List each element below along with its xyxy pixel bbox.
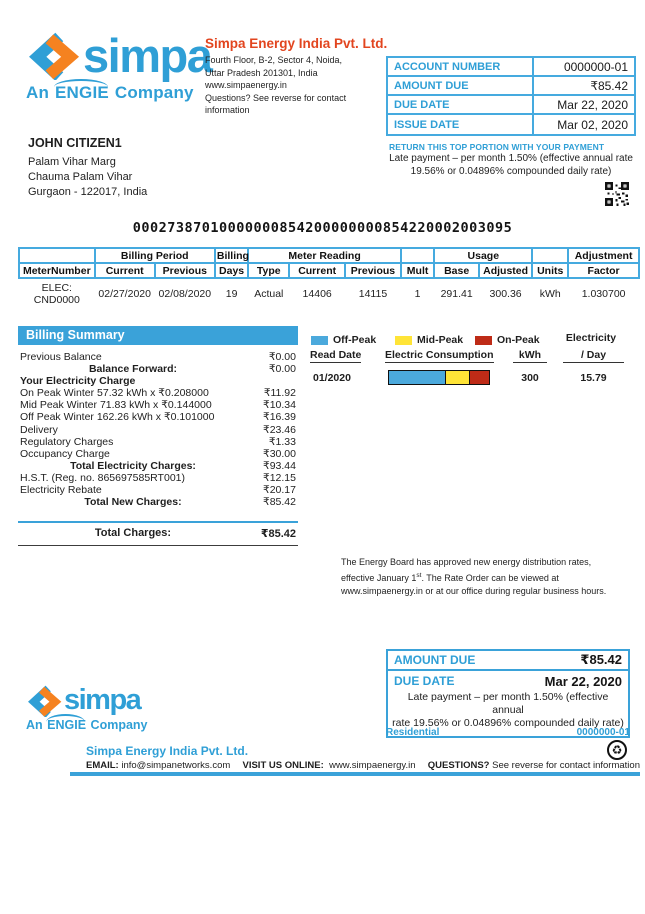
footer-email-address[interactable]: info@simpanetworks.com (121, 760, 231, 771)
bs-row-mid-peak: Mid Peak Winter 71.83 kWh x ₹0.144000 ₹10.34 (20, 399, 296, 412)
issue-date-label: ISSUE DATE (388, 115, 534, 134)
col-period-previous: Previous (155, 263, 215, 278)
per-day-header: / Day (563, 349, 624, 363)
company-address-2: Uttar Pradesh 201301, India (205, 67, 318, 78)
engie-tagline: An ENGIE Company (26, 83, 194, 102)
footer-visit: VISIT US ONLINE: www.simpaenergy.in (242, 760, 416, 771)
amount-due-label: AMOUNT DUE (388, 77, 534, 94)
meter-table-data-row: ELEC: CND0000 02/27/2020 02/08/2020 19 Actual 14406 14115 1 291.41 300.36 kWh 1.030700 (33, 282, 626, 306)
col-factor: Factor (568, 263, 639, 278)
bs-row-total-electricity: Total Electricity Charges: ₹93.44 (70, 459, 296, 472)
company-questions: Questions? See reverse for contact information (205, 92, 347, 115)
notice-website: www.simpaenergy.in or at our office during regular business hours. (341, 586, 607, 596)
bar-mid-peak (445, 371, 470, 384)
kwh-header: kWh (513, 349, 547, 363)
recycle-icon: ♻ (607, 740, 627, 760)
simpa-logo (26, 30, 211, 103)
stub-due-date-value: Mar 22, 2020 (544, 673, 622, 689)
bs-row-occupancy: Occupancy Charge ₹30.00 (20, 447, 296, 460)
payment-stub-box (386, 649, 630, 738)
col-meter-number: MeterNumber (19, 263, 95, 278)
mid-peak-swatch (395, 336, 412, 345)
legend-off-peak: Off-Peak (311, 334, 376, 346)
billing-summary (18, 326, 298, 546)
bs-row-regulatory: Regulatory Charges ₹1.33 (20, 435, 296, 448)
rate-notice: The Energy Board has approved new energy distribution rates, effective January 1st. The Rate Order can be viewed at www.simpaenergy.in or at our office during regular business hours. (341, 556, 645, 598)
col-period-current: Current (95, 263, 155, 278)
account-number-row (388, 58, 634, 77)
footer-divider-bar (70, 772, 640, 776)
stub-amount-due-row (388, 651, 628, 671)
bar-on-peak (469, 371, 489, 384)
company-info (205, 36, 390, 117)
logo-wordmark-small: simpa (64, 684, 141, 716)
customer-address-1: Palam Vihar Marg (28, 156, 116, 168)
footer-email: EMAIL: info@simpanetworks.com (86, 760, 231, 771)
stub-late-payment-note: Late payment – per month 1.50% (effective annual rate 19.56% or 0.04896% compounded daily rate) (392, 691, 624, 729)
amount-due-value: ₹85.42 (590, 78, 628, 93)
bs-row-rebate: Electricity Rebate ₹20.17 (20, 484, 296, 497)
billing-summary-title: Billing Summary (18, 326, 298, 345)
bs-row-total-new-charges: Total New Charges: ₹85.42 (84, 496, 296, 509)
footer-contact-row (86, 760, 640, 771)
electric-consumption-header: Electric Consumption (385, 349, 494, 361)
rate-category: Residential (386, 727, 440, 738)
due-date-label: DUE DATE (388, 96, 534, 113)
qr-code (605, 182, 629, 211)
due-date-value: Mar 22, 2020 (557, 97, 628, 112)
read-date-value: 01/2020 (313, 372, 351, 384)
meter-table-column-header-row (19, 263, 639, 278)
bs-row-your-electricity-charge: Your Electricity Charge (20, 375, 136, 388)
company-address-1: Fourth Floor, B-2, Sector 4, Noida, (205, 55, 343, 65)
bs-row-delivery: Delivery ₹23.46 (20, 423, 296, 436)
blank-header (19, 248, 95, 263)
electricity-header: Electricity (565, 332, 617, 344)
consumption-section (305, 331, 640, 391)
off-peak-swatch (311, 336, 328, 345)
account-summary-table (386, 56, 636, 136)
ocr-payment-number: 00027387010000000854200000000854220002003095 (132, 220, 513, 236)
bs-row-balance-forward: Balance Forward: ₹0.00 (88, 363, 296, 376)
category-account-row (386, 727, 630, 738)
issue-date-value: Mar 02, 2020 (557, 117, 628, 132)
bar-off-peak (389, 371, 445, 384)
per-day-value: 15.79 (580, 372, 607, 384)
col-adjusted: Adjusted (479, 263, 532, 278)
bs-row-off-peak: Off Peak Winter 162.26 kWh x ₹0.101000 ₹16.39 (20, 411, 296, 424)
col-days: Days (215, 263, 248, 278)
usage-group-header: Usage (434, 248, 532, 263)
col-mult: Mult (401, 263, 434, 278)
blank-header (401, 248, 434, 263)
billing-group-header: Billing (216, 249, 249, 262)
consumption-bar-chart (388, 370, 490, 385)
engie-tagline-small: An ENGIE Company (26, 718, 148, 732)
col-type: Type (248, 263, 289, 278)
stub-due-date-row (388, 671, 628, 691)
footer-questions: QUESTIONS? See reverse for contact information (427, 760, 640, 771)
footer-company-name: Simpa Energy India Pvt. Ltd. (86, 744, 249, 758)
col-reading-previous: Previous (345, 263, 401, 278)
due-date-row (388, 96, 634, 115)
read-date-header: Read Date (310, 349, 362, 361)
blank-header (532, 248, 568, 263)
company-website-link[interactable]: www.simpaenergy.in (205, 80, 287, 90)
engie-word: ENGIE (55, 83, 109, 102)
stub-due-date-label: DUE DATE (394, 674, 455, 688)
return-portion-note: RETURN THIS TOP PORTION WITH YOUR PAYMENT (389, 142, 605, 152)
col-reading-current: Current (289, 263, 345, 278)
billing-period-group-header: Billing Period (95, 248, 215, 263)
meter-reading-group-header: Meter Reading (248, 248, 401, 263)
bs-row-on-peak: On Peak Winter 57.32 kWh x ₹0.208000 ₹11.92 (20, 387, 296, 400)
customer-address-block (28, 136, 147, 200)
meter-reading-table (18, 247, 640, 306)
meter-table-group-header-row (19, 248, 639, 263)
legend-mid-peak: Mid-Peak (395, 334, 463, 346)
account-number-value: 0000000-01 (563, 59, 628, 74)
customer-address-2: Chauma Palam Vihar (28, 171, 133, 183)
footer-website-link[interactable]: www.simpaenergy.in (329, 760, 416, 771)
issue-date-row (388, 115, 634, 134)
stub-amount-due-value: ₹85.42 (580, 652, 622, 667)
stub-account-number: 0000000-01 (576, 727, 630, 738)
simpa-logo-footer (26, 684, 148, 732)
customer-name: JOHN CITIZEN1 (28, 136, 122, 150)
bs-row-hst: H.S.T. (Reg. no. 865697585RT001) ₹12.15 (20, 471, 296, 484)
simpa-logo-icon-small (26, 684, 62, 717)
company-title: Simpa Energy India Pvt. Ltd. (205, 36, 388, 51)
total-charges-value: ₹85.42 (260, 528, 296, 541)
bs-row-previous-balance: Previous Balance ₹0.00 (20, 351, 296, 363)
kwh-value: 300 (521, 372, 539, 384)
bs-total-charges-row (18, 523, 298, 546)
late-payment-note-top: Late payment – per month 1.50% (effective annual rate 19.56% or 0.04896% compounded daily rate) (389, 153, 633, 177)
customer-address-3: Gurgaon - 122017, India (28, 186, 148, 198)
logo-wordmark: simpa (83, 28, 212, 82)
simpa-logo-icon (26, 30, 80, 80)
account-number-label: ACCOUNT NUMBER (388, 58, 534, 75)
on-peak-swatch (475, 336, 492, 345)
legend-on-peak: On-Peak (475, 334, 540, 346)
stub-amount-due-label: AMOUNT DUE (394, 653, 476, 667)
col-base: Base (434, 263, 479, 278)
engie-word-small: ENGIE (47, 718, 87, 732)
col-units: Units (532, 263, 568, 278)
adjustment-group-header: Adjustment (568, 248, 639, 263)
amount-due-row (388, 77, 634, 96)
total-charges-label: Total Charges: (94, 527, 172, 540)
